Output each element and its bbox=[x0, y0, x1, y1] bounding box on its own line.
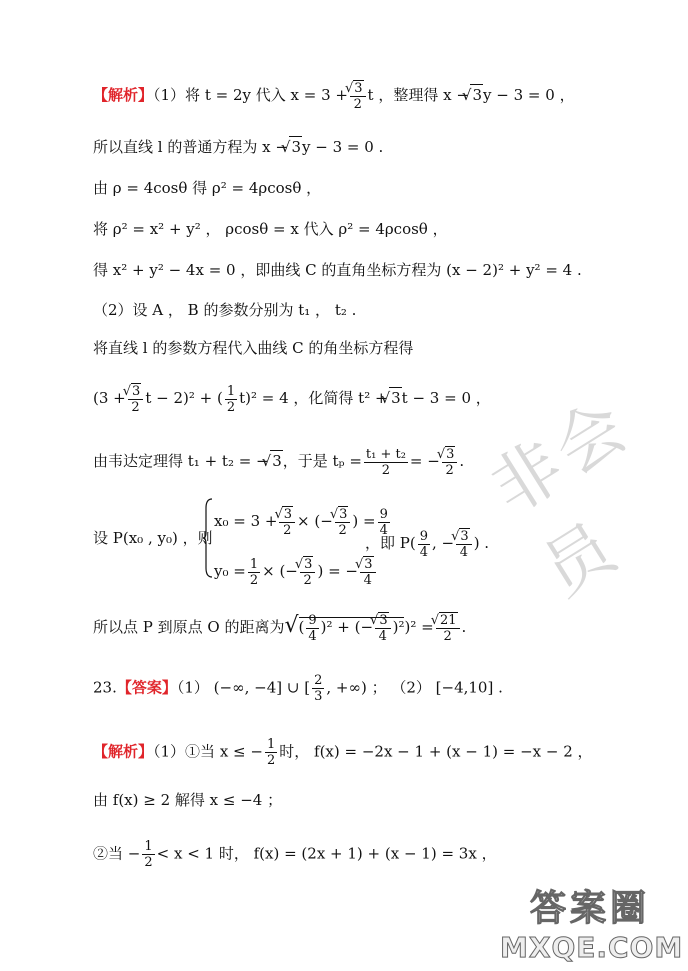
analysis-tag: 【解析】 bbox=[93, 86, 154, 104]
sqrt: √ 3 bbox=[338, 506, 349, 522]
denominator: 2 bbox=[353, 97, 362, 112]
denominator: 2 bbox=[144, 855, 153, 870]
numerator: t₁ + t₂ bbox=[365, 446, 406, 462]
site-logo bbox=[500, 880, 684, 965]
text: ，于是 tₚ = bbox=[282, 452, 362, 470]
numerator: 9 bbox=[379, 506, 388, 522]
sqrt: √ 3 bbox=[270, 450, 283, 471]
text: 由韦达定理得 t₁ + t₂ = − bbox=[93, 452, 269, 470]
text: < x < 1 时， f(x) = (2x + 1) + (x − 1) = 3x ， bbox=[156, 844, 497, 863]
fraction bbox=[306, 613, 318, 644]
fraction bbox=[279, 506, 295, 538]
numerator: 9 bbox=[308, 612, 317, 628]
numerator: 9 bbox=[419, 528, 428, 544]
sqrt: √ 3 bbox=[353, 80, 364, 96]
solution-line-6: （2）设 A ， B 的参数分别为 t₁ ， t₂ . bbox=[93, 301, 357, 319]
solution-line-9 bbox=[93, 446, 464, 478]
fraction bbox=[436, 612, 460, 644]
watermark: 非会员 bbox=[477, 384, 646, 612]
denominator: 4 bbox=[459, 545, 469, 560]
brace-icon bbox=[203, 498, 213, 578]
fraction bbox=[418, 529, 430, 560]
numerator: 1 bbox=[226, 383, 236, 399]
solution-line-1 bbox=[93, 80, 575, 112]
denominator: 2 bbox=[131, 400, 140, 415]
denominator: 2 bbox=[381, 462, 391, 478]
solution-23-line-1 bbox=[93, 737, 593, 768]
fraction bbox=[350, 80, 366, 112]
denominator: 4 bbox=[378, 629, 387, 644]
text: ②当 − bbox=[93, 844, 141, 863]
sqrt: √ 3 bbox=[303, 556, 314, 572]
numerator: 1 bbox=[266, 737, 276, 752]
text: × (− bbox=[262, 562, 298, 580]
solution-line-5: 得 x² + y² − 4x = 0 ，即曲线 C 的直角坐标方程为 (x − 2)² + y² = 4 . bbox=[93, 261, 582, 279]
text: （1）将 t = 2y 代入 x = 3 + bbox=[153, 86, 348, 104]
denominator: 2 bbox=[226, 399, 236, 415]
logo-bottom: MXQE.COM bbox=[500, 931, 684, 964]
text: y − 3 = 0 . bbox=[302, 138, 384, 156]
sqrt: √ 3 bbox=[363, 556, 374, 572]
sqrt: √ 3 bbox=[389, 387, 402, 408]
solution-line-7: 将直线 l 的参数方程代入曲线 C 的角坐标方程得 bbox=[93, 339, 414, 357]
text: y − 3 = 0 ， bbox=[483, 86, 575, 104]
denominator: 2 bbox=[283, 523, 292, 538]
answer-23 bbox=[93, 673, 503, 704]
denominator: 4 bbox=[379, 522, 388, 538]
fraction bbox=[225, 384, 237, 415]
question-number: 23. bbox=[93, 678, 117, 697]
numerator: 1 bbox=[144, 839, 153, 854]
text: t − 3 = 0 ， bbox=[401, 389, 491, 407]
denominator: 4 bbox=[419, 544, 428, 560]
fraction bbox=[360, 556, 376, 588]
solution-line-2 bbox=[93, 136, 383, 157]
denominator: 2 bbox=[443, 629, 452, 644]
solution-line-11: 所以点 P 到原点 O 的距离为√( $\frac{9}{4}$ )² + (− √ $\frac{3}{4}$ )²)² = √ $\frac{21}{2}$ . bbox=[93, 612, 466, 644]
denominator: 2 bbox=[266, 753, 276, 768]
text: ) . bbox=[473, 534, 490, 552]
solution-line-3: 由 ρ = 4cosθ 得 ρ² = 4ρcosθ ， bbox=[93, 179, 322, 197]
solution-line-10-label: 设 P(x₀ , y₀) ，则 bbox=[93, 529, 213, 547]
logo-top: 答案圈 bbox=[529, 888, 650, 929]
point-p bbox=[365, 528, 489, 560]
denominator: 4 bbox=[308, 628, 317, 644]
text: x₀ = 3 + bbox=[214, 512, 278, 530]
text: t)² = 4 ，化简得 t² + bbox=[239, 389, 388, 407]
text: （1） (−∞, −4] ∪ [ bbox=[176, 678, 311, 697]
sqrt: √ 3 bbox=[378, 612, 389, 628]
text: 所以点 P 到原点 O 的距离为 bbox=[93, 618, 285, 636]
sqrt: √ 3 bbox=[445, 446, 456, 462]
fraction bbox=[248, 557, 260, 588]
solution-line-8 bbox=[93, 383, 491, 415]
denominator: 2 bbox=[303, 573, 312, 588]
denominator: 2 bbox=[445, 463, 454, 478]
analysis-tag: 【解析】 bbox=[93, 742, 154, 761]
fraction bbox=[364, 447, 408, 478]
solution-23-line-3 bbox=[93, 839, 497, 870]
solution-line-4: 将 ρ² = x² + y² ， ρcosθ = x 代入 ρ² = 4ρcosθ ， bbox=[93, 220, 448, 238]
text: ) = − bbox=[317, 562, 358, 580]
text: （1）①当 x ≤ − bbox=[153, 742, 263, 761]
text: ( bbox=[298, 618, 305, 636]
sqrt: √ 3 bbox=[131, 383, 142, 399]
text: × (− bbox=[297, 512, 333, 530]
fraction bbox=[128, 383, 144, 415]
text: . bbox=[461, 618, 467, 636]
text: . bbox=[459, 452, 465, 470]
system-y0 bbox=[214, 556, 378, 588]
fraction bbox=[142, 839, 154, 870]
text: , − bbox=[432, 534, 455, 552]
numerator: 2 bbox=[314, 673, 323, 688]
fraction bbox=[442, 446, 458, 478]
text: t − 2)² + ( bbox=[145, 389, 223, 407]
solution-23-line-2: 由 f(x) ≥ 2 解得 x ≤ −4 ； bbox=[93, 791, 283, 809]
sqrt: √ 21 bbox=[439, 612, 458, 628]
text: y₀ = bbox=[214, 562, 246, 580]
text: , +∞) ； （2） [−4,10] . bbox=[326, 678, 503, 697]
fraction bbox=[335, 506, 351, 538]
text: )² + (− bbox=[320, 618, 374, 636]
denominator: 2 bbox=[249, 572, 259, 588]
text: ) = bbox=[352, 512, 376, 530]
fraction bbox=[265, 737, 277, 768]
fraction bbox=[375, 612, 391, 644]
denominator: 4 bbox=[363, 573, 372, 588]
text: = − bbox=[409, 452, 440, 470]
sqrt: √ 3 bbox=[459, 528, 470, 544]
sqrt: √ 3 bbox=[470, 84, 483, 105]
text: ，即 P( bbox=[365, 534, 416, 552]
text: (3 + bbox=[93, 389, 126, 407]
text: 时， f(x) = −2x − 1 + (x − 1) = −x − 2 ， bbox=[279, 742, 593, 761]
text: t ，整理得 x − bbox=[367, 86, 469, 104]
fraction bbox=[300, 556, 316, 588]
denominator: 2 bbox=[338, 523, 347, 538]
fraction: $\frac{2}{3}$ bbox=[314, 673, 323, 704]
sqrt: √ 3 bbox=[289, 136, 302, 157]
text: 所以直线 l 的普通方程为 x − bbox=[93, 138, 288, 156]
answer-tag: 【答案】 bbox=[116, 678, 177, 697]
text: )² = bbox=[404, 618, 434, 636]
sqrt: √ 3 bbox=[282, 506, 293, 522]
fraction bbox=[456, 528, 472, 560]
numerator: 1 bbox=[249, 556, 259, 572]
